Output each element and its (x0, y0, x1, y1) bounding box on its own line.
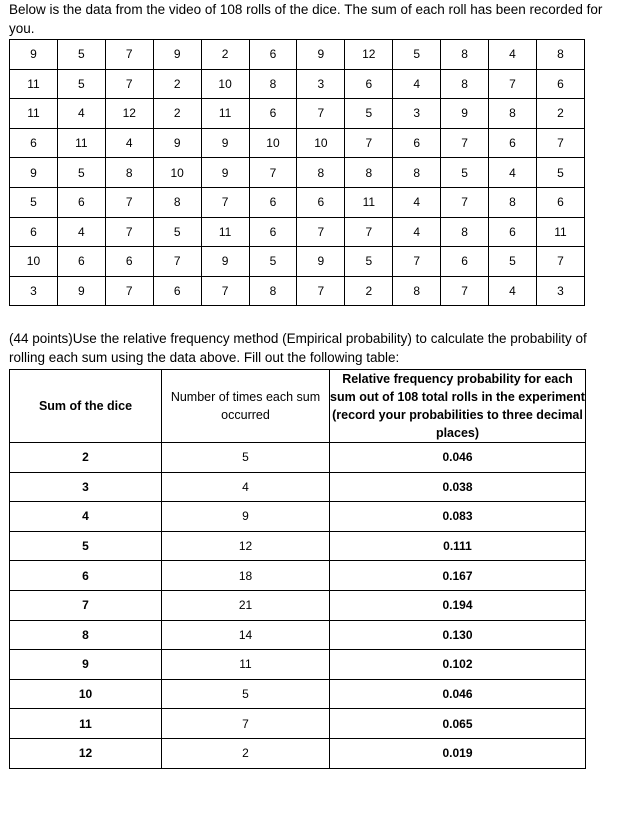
roll-cell: 6 (153, 276, 201, 306)
roll-cell: 5 (10, 187, 58, 217)
roll-cell: 12 (105, 99, 153, 129)
roll-cell: 3 (536, 276, 584, 306)
probability-cell: 0.038 (330, 472, 586, 502)
roll-cell: 6 (249, 187, 297, 217)
probability-cell: 0.167 (330, 561, 586, 591)
sum-cell: 7 (10, 590, 162, 620)
roll-cell: 5 (345, 99, 393, 129)
roll-cell: 4 (393, 187, 441, 217)
roll-cell: 2 (153, 69, 201, 99)
roll-cell: 5 (393, 40, 441, 70)
question-text: (44 points)Use the relative frequency method (Empirical probability) to calculate the probability of rolling each sum using the data above. Fill out the following table: (9, 331, 587, 365)
frequency-row (10, 561, 586, 591)
roll-cell: 8 (105, 158, 153, 188)
roll-cell: 9 (153, 40, 201, 70)
frequency-row (10, 679, 586, 709)
roll-cell: 7 (249, 158, 297, 188)
roll-cell: 5 (153, 217, 201, 247)
count-cell: 21 (162, 590, 330, 620)
count-cell: 18 (162, 561, 330, 591)
rolls-data-table (9, 39, 585, 306)
rolls-row (10, 217, 585, 247)
roll-cell: 6 (297, 187, 345, 217)
count-cell: 11 (162, 650, 330, 680)
roll-cell: 3 (393, 99, 441, 129)
frequency-row (10, 443, 586, 473)
roll-cell: 7 (297, 276, 345, 306)
roll-cell: 8 (536, 40, 584, 70)
roll-cell: 6 (441, 247, 489, 277)
roll-cell: 8 (249, 69, 297, 99)
count-cell: 9 (162, 502, 330, 532)
probability-cell: 0.111 (330, 531, 586, 561)
roll-cell: 6 (345, 69, 393, 99)
roll-cell: 9 (153, 128, 201, 158)
rolls-row (10, 247, 585, 277)
roll-cell: 4 (393, 217, 441, 247)
roll-cell: 7 (489, 69, 537, 99)
roll-cell: 6 (249, 99, 297, 129)
count-cell: 2 (162, 738, 330, 768)
roll-cell: 6 (10, 128, 58, 158)
roll-cell: 4 (57, 217, 105, 247)
frequency-row (10, 502, 586, 532)
roll-cell: 8 (489, 99, 537, 129)
roll-cell: 5 (57, 158, 105, 188)
rolls-row (10, 276, 585, 306)
sum-cell: 2 (10, 443, 162, 473)
roll-cell: 9 (10, 158, 58, 188)
roll-cell: 9 (201, 128, 249, 158)
rolls-row (10, 128, 585, 158)
roll-cell: 7 (345, 217, 393, 247)
count-cell: 5 (162, 679, 330, 709)
roll-cell: 5 (345, 247, 393, 277)
roll-cell: 6 (249, 40, 297, 70)
roll-cell: 12 (345, 40, 393, 70)
roll-cell: 8 (393, 158, 441, 188)
sum-cell: 6 (10, 561, 162, 591)
sum-cell: 4 (10, 502, 162, 532)
roll-cell: 7 (393, 247, 441, 277)
roll-cell: 3 (297, 69, 345, 99)
roll-cell: 8 (345, 158, 393, 188)
probability-cell: 0.019 (330, 738, 586, 768)
roll-cell: 7 (201, 187, 249, 217)
roll-cell: 5 (57, 69, 105, 99)
roll-cell: 3 (10, 276, 58, 306)
sum-cell: 8 (10, 620, 162, 650)
roll-cell: 4 (489, 40, 537, 70)
roll-cell: 8 (441, 69, 489, 99)
roll-cell: 8 (297, 158, 345, 188)
frequency-row (10, 590, 586, 620)
roll-cell: 4 (393, 69, 441, 99)
roll-cell: 8 (153, 187, 201, 217)
roll-cell: 11 (201, 99, 249, 129)
count-cell: 5 (162, 443, 330, 473)
probability-cell: 0.102 (330, 650, 586, 680)
roll-cell: 7 (441, 187, 489, 217)
roll-cell: 6 (105, 247, 153, 277)
frequency-row (10, 738, 586, 768)
roll-cell: 4 (57, 99, 105, 129)
roll-cell: 9 (297, 40, 345, 70)
roll-cell: 9 (441, 99, 489, 129)
roll-cell: 8 (249, 276, 297, 306)
roll-cell: 11 (10, 99, 58, 129)
roll-cell: 10 (249, 128, 297, 158)
roll-cell: 7 (345, 128, 393, 158)
roll-cell: 5 (441, 158, 489, 188)
roll-cell: 7 (297, 217, 345, 247)
rolls-row (10, 40, 585, 70)
roll-cell: 7 (201, 276, 249, 306)
roll-cell: 6 (249, 217, 297, 247)
count-cell: 7 (162, 709, 330, 739)
roll-cell: 7 (441, 276, 489, 306)
roll-cell: 5 (536, 158, 584, 188)
probability-cell: 0.046 (330, 679, 586, 709)
roll-cell: 5 (249, 247, 297, 277)
roll-cell: 10 (201, 69, 249, 99)
sum-cell: 9 (10, 650, 162, 680)
roll-cell: 4 (489, 276, 537, 306)
roll-cell: 7 (441, 128, 489, 158)
roll-cell: 6 (536, 187, 584, 217)
frequency-row (10, 650, 586, 680)
roll-cell: 9 (57, 276, 105, 306)
roll-cell: 10 (10, 247, 58, 277)
sum-cell: 12 (10, 738, 162, 768)
roll-cell: 6 (536, 69, 584, 99)
roll-cell: 9 (297, 247, 345, 277)
count-cell: 14 (162, 620, 330, 650)
header-probability: Relative frequency probability for each sum out of 108 total rolls in the experiment (record your probabilities to three decimal places) (330, 370, 586, 443)
roll-cell: 7 (153, 247, 201, 277)
frequency-row (10, 472, 586, 502)
roll-cell: 8 (441, 217, 489, 247)
roll-cell: 11 (57, 128, 105, 158)
rolls-row (10, 69, 585, 99)
roll-cell: 6 (489, 217, 537, 247)
roll-cell: 6 (10, 217, 58, 247)
roll-cell: 10 (297, 128, 345, 158)
roll-cell: 4 (105, 128, 153, 158)
roll-cell: 8 (393, 276, 441, 306)
roll-cell: 7 (105, 40, 153, 70)
count-cell: 4 (162, 472, 330, 502)
roll-cell: 11 (10, 69, 58, 99)
roll-cell: 7 (105, 217, 153, 247)
sum-cell: 3 (10, 472, 162, 502)
header-count: Number of times each sum occurred (162, 370, 330, 443)
roll-cell: 7 (536, 128, 584, 158)
roll-cell: 11 (201, 217, 249, 247)
roll-cell: 11 (345, 187, 393, 217)
count-cell: 12 (162, 531, 330, 561)
header-sum: Sum of the dice (10, 370, 162, 443)
roll-cell: 7 (105, 69, 153, 99)
roll-cell: 2 (345, 276, 393, 306)
sum-cell: 10 (10, 679, 162, 709)
roll-cell: 6 (393, 128, 441, 158)
rolls-row (10, 187, 585, 217)
roll-cell: 8 (489, 187, 537, 217)
probability-cell: 0.046 (330, 443, 586, 473)
frequency-row (10, 709, 586, 739)
roll-cell: 7 (105, 276, 153, 306)
probability-cell: 0.065 (330, 709, 586, 739)
roll-cell: 7 (297, 99, 345, 129)
frequency-row (10, 620, 586, 650)
roll-cell: 2 (201, 40, 249, 70)
probability-cell: 0.130 (330, 620, 586, 650)
sum-cell: 5 (10, 531, 162, 561)
roll-cell: 8 (441, 40, 489, 70)
roll-cell: 7 (536, 247, 584, 277)
roll-cell: 6 (57, 247, 105, 277)
roll-cell: 9 (201, 247, 249, 277)
sum-cell: 11 (10, 709, 162, 739)
roll-cell: 10 (153, 158, 201, 188)
roll-cell: 5 (57, 40, 105, 70)
intro-text: Below is the data from the video of 108 rolls of the dice. The sum of each roll has been recorded for you. (9, 2, 603, 36)
roll-cell: 7 (105, 187, 153, 217)
rolls-row (10, 158, 585, 188)
roll-cell: 6 (489, 128, 537, 158)
roll-cell: 2 (153, 99, 201, 129)
probability-cell: 0.194 (330, 590, 586, 620)
frequency-row (10, 531, 586, 561)
roll-cell: 9 (201, 158, 249, 188)
roll-cell: 9 (10, 40, 58, 70)
rolls-row (10, 99, 585, 129)
roll-cell: 6 (57, 187, 105, 217)
probability-cell: 0.083 (330, 502, 586, 532)
frequency-header-row (10, 370, 586, 443)
roll-cell: 5 (489, 247, 537, 277)
roll-cell: 4 (489, 158, 537, 188)
roll-cell: 2 (536, 99, 584, 129)
roll-cell: 11 (536, 217, 584, 247)
frequency-table (9, 369, 586, 769)
